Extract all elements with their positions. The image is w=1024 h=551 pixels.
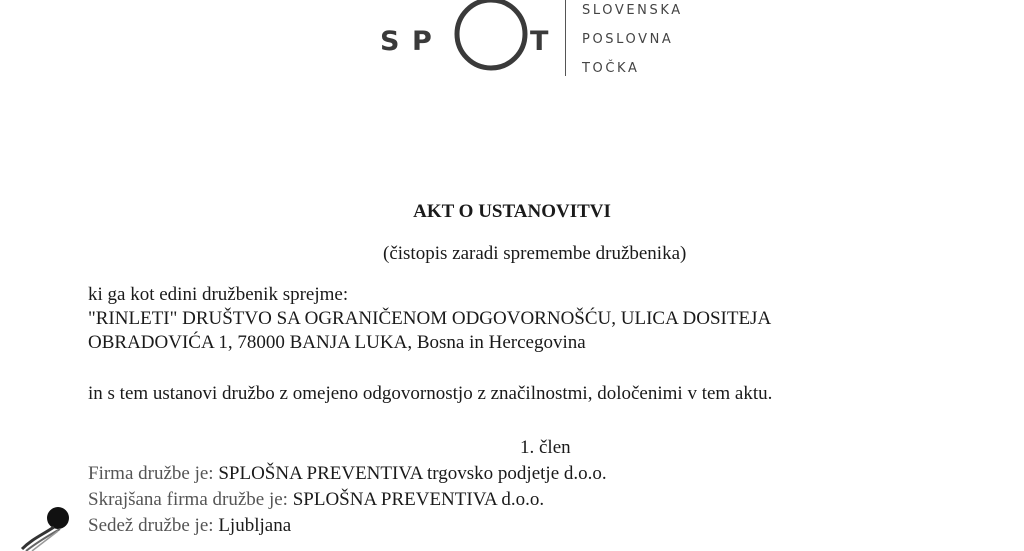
intro-text: ki ga kot edini družbenik sprejme: bbox=[88, 284, 349, 305]
founder-line-2: OBRADOVIĆA 1, 78000 BANJA LUKA, Bosna in Hercegovina bbox=[88, 332, 586, 353]
firm-value: SPLOŠNA PREVENTIVA trgovsko podjetje d.o.o. bbox=[218, 463, 607, 484]
logo-letter-s: S bbox=[380, 26, 400, 57]
logo-tagline-line2: POSLOVNA bbox=[582, 32, 674, 47]
founder-line-1: "RINLETI" DRUŠTVO SA OGRANIČENOM ODGOVORNOŠĆU, ULICA DOSITEJA bbox=[88, 308, 772, 329]
logo-circle-icon bbox=[445, 0, 541, 80]
logo-tagline-line3: TOČKA bbox=[582, 61, 640, 76]
seat-value: Ljubljana bbox=[218, 515, 292, 536]
short-firm-value: SPLOŠNA PREVENTIVA d.o.o. bbox=[292, 489, 545, 510]
logo-letter-t: T bbox=[530, 26, 549, 57]
logo-tagline-line1: SLOVENSKA bbox=[582, 3, 683, 18]
logo-letter-p: P bbox=[412, 26, 432, 57]
spot-logo bbox=[378, 0, 708, 80]
seat-label: Sedež družbe je: bbox=[88, 515, 214, 536]
firm-row bbox=[88, 464, 607, 483]
article-heading: 1. člen bbox=[520, 437, 571, 458]
document-title: AKT O USTANOVITVI bbox=[413, 201, 611, 222]
logo-divider bbox=[565, 0, 566, 76]
pen-mark-icon bbox=[18, 505, 78, 551]
document-subtitle: (čistopis zaradi spremembe družbenika) bbox=[383, 243, 687, 264]
seat-row bbox=[88, 516, 291, 535]
short-firm-row bbox=[88, 490, 544, 509]
short-firm-label: Skrajšana firma družbe je: bbox=[88, 489, 288, 510]
purpose-text: in s tem ustanovi družbo z omejeno odgovornostjo z značilnostmi, določenimi v tem aktu. bbox=[88, 383, 773, 404]
firm-label: Firma družbe je: bbox=[88, 463, 214, 484]
